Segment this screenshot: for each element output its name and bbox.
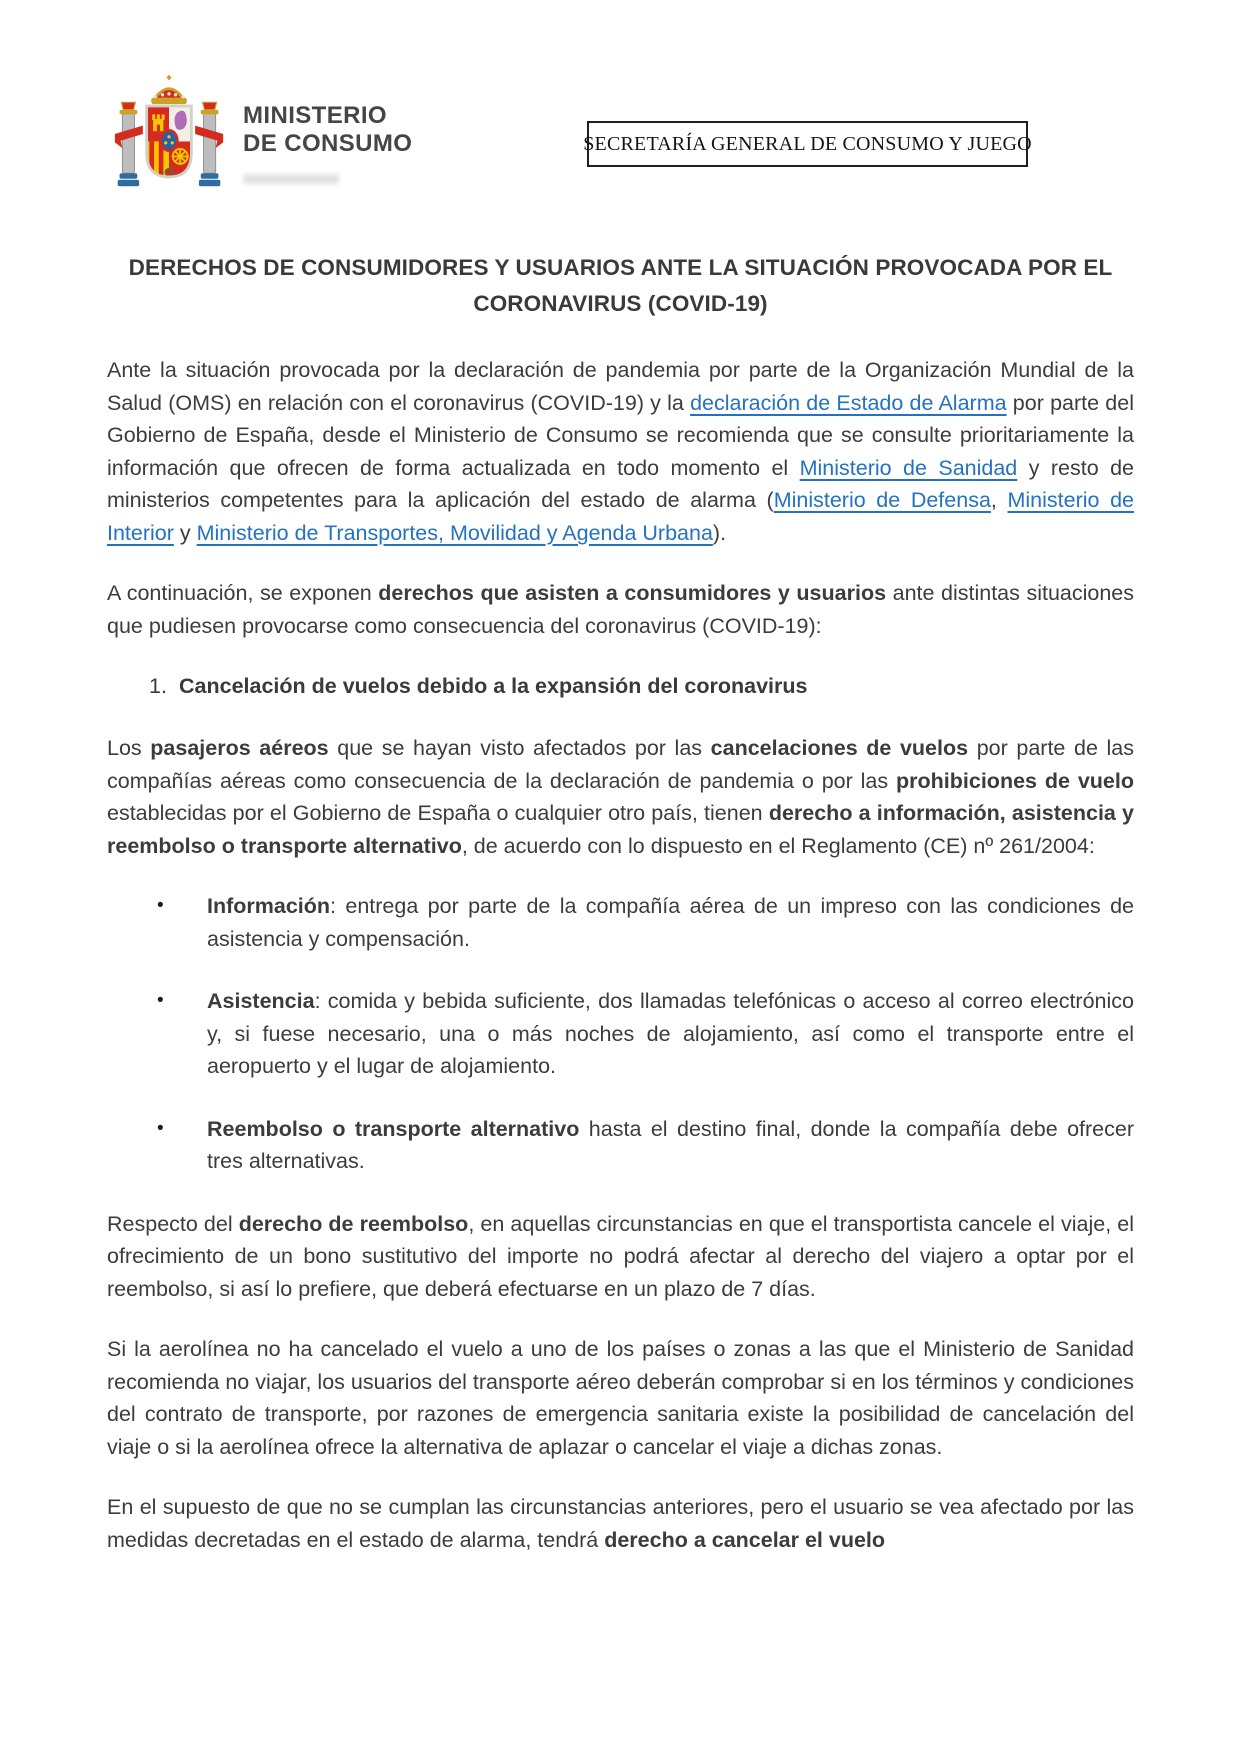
text-run: Los	[107, 736, 151, 760]
text-run: hasta el destino final, donde la compañía debe ofrecer tres alternativas.	[207, 1116, 1134, 1173]
ministry-name	[243, 102, 412, 184]
hyperlink[interactable]: Ministerio de Transportes, Movilidad y Agenda Urbana	[196, 520, 713, 545]
paragraph	[107, 732, 1134, 862]
bold-text-run: cancelaciones de vuelos	[710, 736, 969, 760]
bullet-text	[207, 890, 1134, 955]
office-name-box	[583, 121, 1032, 167]
paragraph	[107, 354, 1134, 549]
text-run: A continuación, se exponen	[107, 581, 379, 605]
hyperlink[interactable]: Ministerio de Interior	[107, 488, 1134, 545]
section-heading	[107, 670, 1134, 702]
text-run: y	[173, 520, 197, 545]
document-title-line2: CORONAVIRUS (COVID-19)	[473, 291, 768, 316]
document-title	[107, 250, 1134, 322]
text-run: , en aquellas circunstancias en que el transportista cancele el viaje, el ofrecimiento de un bono sustitutivo del importe no podrá afectar al derecho del viajero a optar por el reembolso, si así lo prefiere, que deberá efectuarse en un plazo de 7 días.	[107, 1211, 1134, 1301]
text-run: ).	[712, 520, 727, 545]
bold-text-run: prohibiciones de vuelo	[896, 768, 1134, 793]
bold-text-run: derecho a información, asistencia y reembolso o transporte alternativo	[107, 801, 1134, 858]
text-run: establecidas por el Gobierno de España o cualquier otro país, tienen	[107, 801, 769, 825]
bold-text-run: derechos que asisten a consumidores y usuarios	[378, 581, 887, 605]
text-run: : comida y bebida suficiente, dos llamadas telefónicas o acceso al correo electrónico y, si fuese necesario, una o más noches de alojamiento, así como el transporte entre el aeropuerto y el lugar de alojamiento.	[207, 989, 1134, 1078]
document-content	[107, 250, 1134, 1556]
hyperlink[interactable]: declaración de Estado de Alarma	[690, 390, 1007, 415]
bullet-icon: •	[157, 990, 164, 1011]
text-run: En el supuesto de que no se cumplan las circunstancias anteriores, pero el usuario se vea afectado por las medidas decretadas en el estado de alarma, tendrá	[107, 1495, 1134, 1552]
document-blocks	[107, 354, 1134, 1556]
section-heading-text	[179, 674, 807, 698]
bullet-item	[107, 985, 1134, 1083]
paragraph	[107, 1491, 1134, 1556]
text-run: Respecto del	[107, 1211, 239, 1236]
bullet-text	[207, 985, 1134, 1083]
text-run: por parte del Gobierno de España, desde el Ministerio de Consumo se recomienda que se consulte prioritariamente la información que ofrecen de forma actualizada en todo momento el	[107, 390, 1134, 480]
paragraph	[107, 1208, 1134, 1306]
faded-subtitle-artifact	[243, 174, 339, 184]
text-run: Ante la situación provocada por la declaración de pandemia por parte de la Organización Mundial de la Salud (OMS) en relación con el coronavirus (COVID-19) y la	[107, 358, 1134, 415]
document-title-line1: DERECHOS DE CONSUMIDORES Y USUARIOS ANTE LA SITUACIÓN PROVOCADA POR EL	[128, 255, 1113, 280]
text-run: , de acuerdo con lo dispuesto en el Reglamento (CE) nº 261/2004:	[461, 833, 1095, 858]
bullet-text	[207, 1113, 1134, 1178]
paragraph	[107, 1333, 1134, 1463]
paragraph	[107, 577, 1134, 642]
ministry-name-line2: DE CONSUMO	[243, 130, 413, 157]
bullet-icon: •	[157, 895, 164, 916]
ministry-logo	[113, 72, 412, 196]
bold-text-run: Cancelación de vuelos debido a la expansión del coronavirus	[179, 674, 808, 698]
text-run: que se hayan visto afectados por las	[328, 736, 711, 760]
ministry-name-line1: MINISTERIO	[243, 102, 388, 129]
bullet-icon: •	[157, 1117, 164, 1139]
text-run: por parte de las compañías aéreas como consecuencia de la declaración de pandemia o por las	[107, 736, 1135, 793]
bullet-item	[107, 1113, 1134, 1178]
text-run: ante distintas situaciones que pudiesen provocarse como consecuencia del coronavirus (COVID-19):	[107, 581, 1135, 638]
text-run: ,	[990, 488, 1008, 512]
spain-coat-of-arms-icon	[113, 72, 225, 196]
bold-text-run: derecho a cancelar el vuelo	[604, 1527, 886, 1552]
bullet-item	[107, 890, 1134, 955]
text-run: Si la aerolínea no ha cancelado el vuelo a uno de los países o zonas a las que el Ministerio de Sanidad recomienda no viajar, los usuarios del transporte aéreo deberán comprobar si en los términos y condiciones del contrato de transporte, por razones de emergencia sanitaria existe la posibilidad de cancelación del viaje o si la aerolínea ofrece la alternativa de aplazar o cancelar el viaje a dichas zonas.	[107, 1337, 1134, 1459]
bold-text-run: derecho de reembolso	[238, 1211, 469, 1236]
text-run: : entrega por parte de la compañía aérea de un impreso con las condiciones de asistencia y compensación.	[207, 894, 1134, 951]
section-number: 1.	[149, 674, 167, 698]
office-name-label: SECRETARÍA GENERAL DE CONSUMO Y JUEGO	[583, 132, 1032, 155]
bold-text-run: pasajeros aéreos	[150, 736, 329, 760]
hyperlink[interactable]: Ministerio de Sanidad	[799, 455, 1018, 480]
bold-text-run: Asistencia	[207, 989, 315, 1013]
bold-text-run: Información	[207, 894, 331, 918]
hyperlink[interactable]: Ministerio de Defensa	[773, 488, 991, 512]
bold-text-run: Reembolso o transporte alternativo	[207, 1116, 580, 1141]
text-run: y resto de ministerios competentes para la aplicación del estado de alarma (	[107, 455, 1134, 512]
